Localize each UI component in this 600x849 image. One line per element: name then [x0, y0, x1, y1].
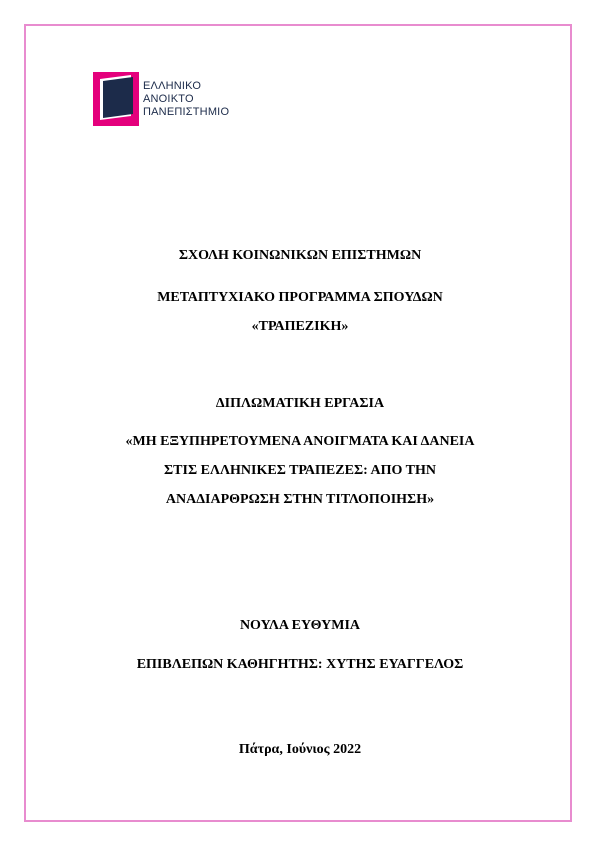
- thesis-type: ΔΙΠΛΩΜΑΤΙΚΗ ΕΡΓΑΣΙΑ: [215, 396, 385, 411]
- program-subtitle: «ΤΡΑΠΕΖΙΚΗ»: [251, 319, 349, 334]
- place-date: Πάτρα, Ιούνιος 2022: [238, 742, 362, 757]
- university-logo-mark: [93, 70, 141, 126]
- supervisor: ΕΠΙΒΛΕΠΩΝ ΚΑΘΗΓΗΤΗΣ: ΧΥΤΗΣ ΕΥΑΓΓΕΛΟΣ: [136, 657, 464, 672]
- thesis-title-line-2: ΣΤΙΣ ΕΛΛΗΝΙΚΕΣ ΤΡΑΠΕΖΕΣ: ΑΠΟ ΤΗΝ: [164, 463, 436, 478]
- program-name: ΜΕΤΑΠΤΥΧΙΑΚΟ ΠΡΟΓΡΑΜΜΑ ΣΠΟΥΔΩΝ: [157, 290, 443, 305]
- author-name: ΝΟΥΛΑ ΕΥΘΥΜΙΑ: [239, 618, 361, 633]
- school-name: ΣΧΟΛΗ ΚΟΙΝΩΝΙΚΩΝ ΕΠΙΣΤΗΜΩΝ: [178, 248, 422, 263]
- thesis-title-line-1: «ΜΗ ΕΞΥΠΗΡΕΤΟΥΜΕΝΑ ΑΝΟΙΓΜΑΤΑ ΚΑΙ ΔΑΝΕΙΑ: [125, 434, 475, 449]
- university-logo: [93, 70, 273, 130]
- page-border: [24, 24, 572, 822]
- logo-line-3: ΠΑΝΕΠΙΣΤΗΜΙΟ: [143, 106, 230, 118]
- thesis-title-line-3: ΑΝΑΔΙΑΡΘΡΩΣΗ ΣΤΗΝ ΤΙΤΛΟΠΟΙΗΣΗ»: [165, 492, 435, 507]
- logo-line-1: ΕΛΛΗΝΙΚΟ: [143, 80, 202, 92]
- university-logo-text: [143, 80, 229, 119]
- logo-line-2: ΑΝΟΙΚΤΟ: [143, 93, 194, 105]
